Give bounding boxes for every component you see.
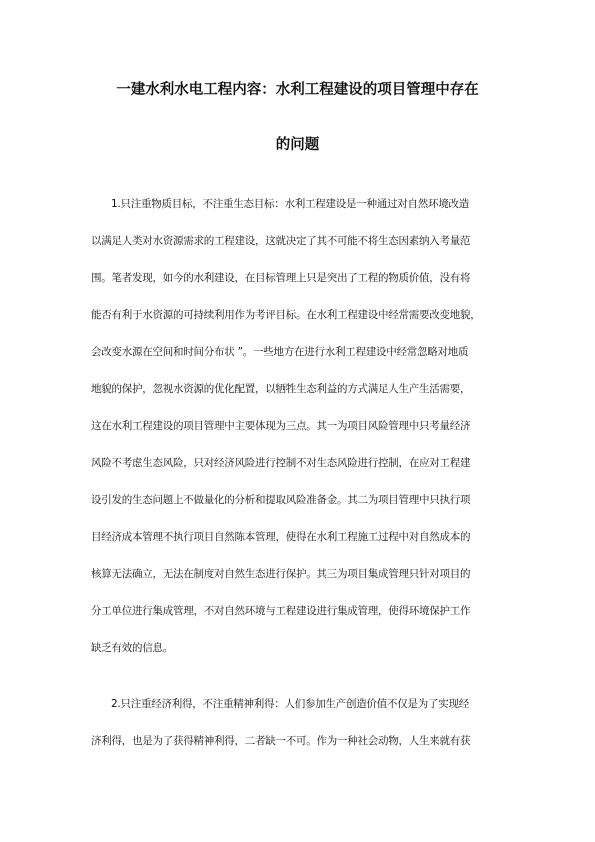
paragraph-line: 分工单位进行集成管理，不对自然环境与工程建设进行集成管理，使得环境保护工作	[91, 605, 471, 617]
paragraph-line: 以满足人类对水资源需求的工程建设，这就决定了其不可能不将生态因素纳入考量范	[91, 235, 471, 247]
paragraph-line: 会改变水源在空间和时间分布状 ”。一些地方在进行水利工程建设中经常忽略对地质	[91, 346, 469, 358]
paragraph-line: 济利得，也是为了获得精神利得，二者缺一不可。作为一种社会动物，人生来就有获	[91, 735, 471, 747]
paragraph-line: 这在水利工程建设的项目管理中主要体现为三点。其一为项目风险管理中只考量经济	[91, 420, 471, 432]
paragraph-line: 目经济成本管理不执行项目自然陈本管理，使得在水利工程施工过程中对自然成本的	[91, 531, 471, 543]
paragraph-line: 能否有利于水资源的可持续利用作为考评目标。在水利工程建设中经常需要改变地貌，	[91, 309, 481, 321]
paragraph-line: 风险不考虑生态风险，只对经济风险进行控制不对生态风险进行控制，在应对工程建	[91, 457, 471, 469]
paragraph-line: 设引发的生态问题上不做量化的分析和提取风险准备金。其二为项目管理中只执行项	[91, 494, 471, 506]
paragraph-line: 地貌的保护，忽视水资源的优化配置，以牺牲生态利益的方式满足人生产生活需要，	[91, 383, 471, 395]
document-title-line-2: 的问题	[275, 137, 320, 153]
paragraph-line: 1.只注重物质目标，不注重生态目标：水利工程建设是一种通过对自然环境改造	[111, 198, 470, 210]
paragraph-line: 2.只注重经济利得，不注重精神利得：人们参加生产创造价值不仅是为了实现经	[111, 698, 470, 710]
document-title-line-1: 一建水利水电工程内容：水利工程建设的项目管理中存在	[116, 82, 479, 98]
paragraph-line: 核算无法确立，无法在制度对自然生态进行保护。其三为项目集成管理只针对项目的	[91, 568, 471, 580]
paragraph-line: 围。笔者发现，如今的水利建设，在目标管理上只是突出了工程的物质价值，没有将	[91, 272, 471, 284]
paragraph-line: 缺乏有效的信息。	[91, 642, 173, 654]
